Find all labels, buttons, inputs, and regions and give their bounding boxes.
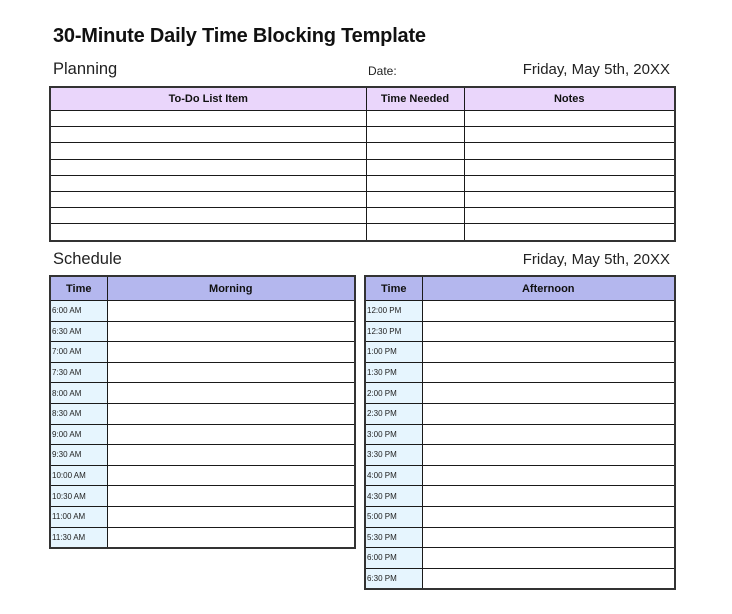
time-label: 10:30 AM [50,486,107,507]
time-label: 5:00 PM [365,506,422,527]
time-label: 7:30 AM [50,362,107,383]
time-needed-cell[interactable] [366,175,464,191]
morning-task-cell[interactable] [107,342,355,363]
time-slot-row [50,342,355,363]
time-slot-row [365,301,675,322]
time-needed-cell[interactable] [366,111,464,127]
afternoon-task-cell[interactable] [422,424,675,445]
todo-cell[interactable] [50,143,366,159]
time-label: 11:30 AM [50,527,107,548]
notes-cell[interactable] [464,143,675,159]
morning-header-row [50,276,355,301]
planning-label: Planning [53,60,118,78]
time-slot-row [50,527,355,548]
morning-task-cell[interactable] [107,445,355,466]
todo-cell[interactable] [50,224,366,241]
afternoon-task-cell[interactable] [422,527,675,548]
time-label: 3:30 PM [365,445,422,466]
morning-task-cell[interactable] [107,486,355,507]
todo-cell[interactable] [50,111,366,127]
time-needed-cell[interactable] [366,208,464,224]
notes-cell[interactable] [464,224,675,241]
time-label: 1:00 PM [365,342,422,363]
time-label: 9:00 AM [50,424,107,445]
table-row [50,224,675,241]
table-row [50,175,675,191]
afternoon-task-cell[interactable] [422,445,675,466]
time-label: 11:00 AM [50,506,107,527]
time-label: 12:30 PM [365,321,422,342]
time-slot-row [50,321,355,342]
morning-task-cell[interactable] [107,321,355,342]
notes-cell[interactable] [464,159,675,175]
time-needed-cell[interactable] [366,224,464,241]
time-label: 2:30 PM [365,403,422,424]
time-slot-row [50,445,355,466]
time-label: 5:30 PM [365,527,422,548]
afternoon-task-cell[interactable] [422,321,675,342]
page-title: 30-Minute Daily Time Blocking Template [53,25,426,47]
notes-cell[interactable] [464,191,675,207]
column-header-time: Time [365,276,422,301]
afternoon-schedule-table [364,275,676,590]
morning-task-cell[interactable] [107,424,355,445]
notes-cell[interactable] [464,175,675,191]
time-label: 6:30 AM [50,321,107,342]
time-label: 8:30 AM [50,403,107,424]
morning-task-cell[interactable] [107,403,355,424]
time-slot-row [50,403,355,424]
time-label: 6:00 AM [50,301,107,322]
planning-date-value: Friday, May 5th, 20XX [522,61,670,78]
afternoon-task-cell[interactable] [422,506,675,527]
time-needed-cell[interactable] [366,191,464,207]
schedule-date-value: Friday, May 5th, 20XX [522,251,670,268]
afternoon-task-cell[interactable] [422,465,675,486]
notes-cell[interactable] [464,208,675,224]
time-slot-row [365,321,675,342]
schedule-label: Schedule [53,250,122,268]
todo-cell[interactable] [50,191,366,207]
morning-schedule-table [49,275,356,549]
time-label: 6:30 PM [365,568,422,589]
morning-task-cell[interactable] [107,506,355,527]
afternoon-task-cell[interactable] [422,383,675,404]
time-needed-cell[interactable] [366,143,464,159]
table-row [50,208,675,224]
todo-cell[interactable] [50,127,366,143]
column-header-todo: To-Do List Item [50,87,366,111]
afternoon-task-cell[interactable] [422,568,675,589]
time-slot-row [50,465,355,486]
time-slot-row [365,424,675,445]
afternoon-task-cell[interactable] [422,548,675,569]
time-label: 8:00 AM [50,383,107,404]
time-label: 2:00 PM [365,383,422,404]
notes-cell[interactable] [464,127,675,143]
afternoon-header-row [365,276,675,301]
column-header-time-needed: Time Needed [366,87,464,111]
table-row [50,191,675,207]
morning-task-cell[interactable] [107,301,355,322]
morning-task-cell[interactable] [107,383,355,404]
afternoon-task-cell[interactable] [422,486,675,507]
time-label: 9:30 AM [50,445,107,466]
time-slot-row [365,465,675,486]
morning-task-cell[interactable] [107,527,355,548]
time-needed-cell[interactable] [366,127,464,143]
table-row [50,127,675,143]
notes-cell[interactable] [464,111,675,127]
column-header-morning: Morning [107,276,355,301]
time-slot-row [50,424,355,445]
column-header-time: Time [50,276,107,301]
time-slot-row [365,403,675,424]
table-row [50,159,675,175]
time-slot-row [50,506,355,527]
todo-cell[interactable] [50,208,366,224]
afternoon-task-cell[interactable] [422,301,675,322]
afternoon-task-cell[interactable] [422,342,675,363]
time-slot-row [365,445,675,466]
time-slot-row [365,568,675,589]
time-label: 6:00 PM [365,548,422,569]
planning-header-row [50,87,675,111]
time-label: 10:00 AM [50,465,107,486]
morning-task-cell[interactable] [107,465,355,486]
time-slot-row [365,383,675,404]
time-label: 12:00 PM [365,301,422,322]
time-slot-row [50,383,355,404]
column-header-afternoon: Afternoon [422,276,675,301]
afternoon-task-cell[interactable] [422,362,675,383]
time-slot-row [50,486,355,507]
morning-task-cell[interactable] [107,362,355,383]
time-label: 3:00 PM [365,424,422,445]
planning-table [49,86,676,242]
time-label: 4:00 PM [365,465,422,486]
todo-cell[interactable] [50,175,366,191]
time-label: 7:00 AM [50,342,107,363]
time-slot-row [365,362,675,383]
afternoon-task-cell[interactable] [422,403,675,424]
time-slot-row [365,527,675,548]
time-label: 1:30 PM [365,362,422,383]
time-slot-row [365,486,675,507]
time-slot-row [365,506,675,527]
column-header-notes: Notes [464,87,675,111]
time-slot-row [50,301,355,322]
time-slot-row [365,342,675,363]
date-label: Date: [368,64,397,78]
todo-cell[interactable] [50,159,366,175]
time-label: 4:30 PM [365,486,422,507]
time-needed-cell[interactable] [366,159,464,175]
table-row [50,111,675,127]
time-slot-row [50,362,355,383]
table-row [50,143,675,159]
time-slot-row [365,548,675,569]
